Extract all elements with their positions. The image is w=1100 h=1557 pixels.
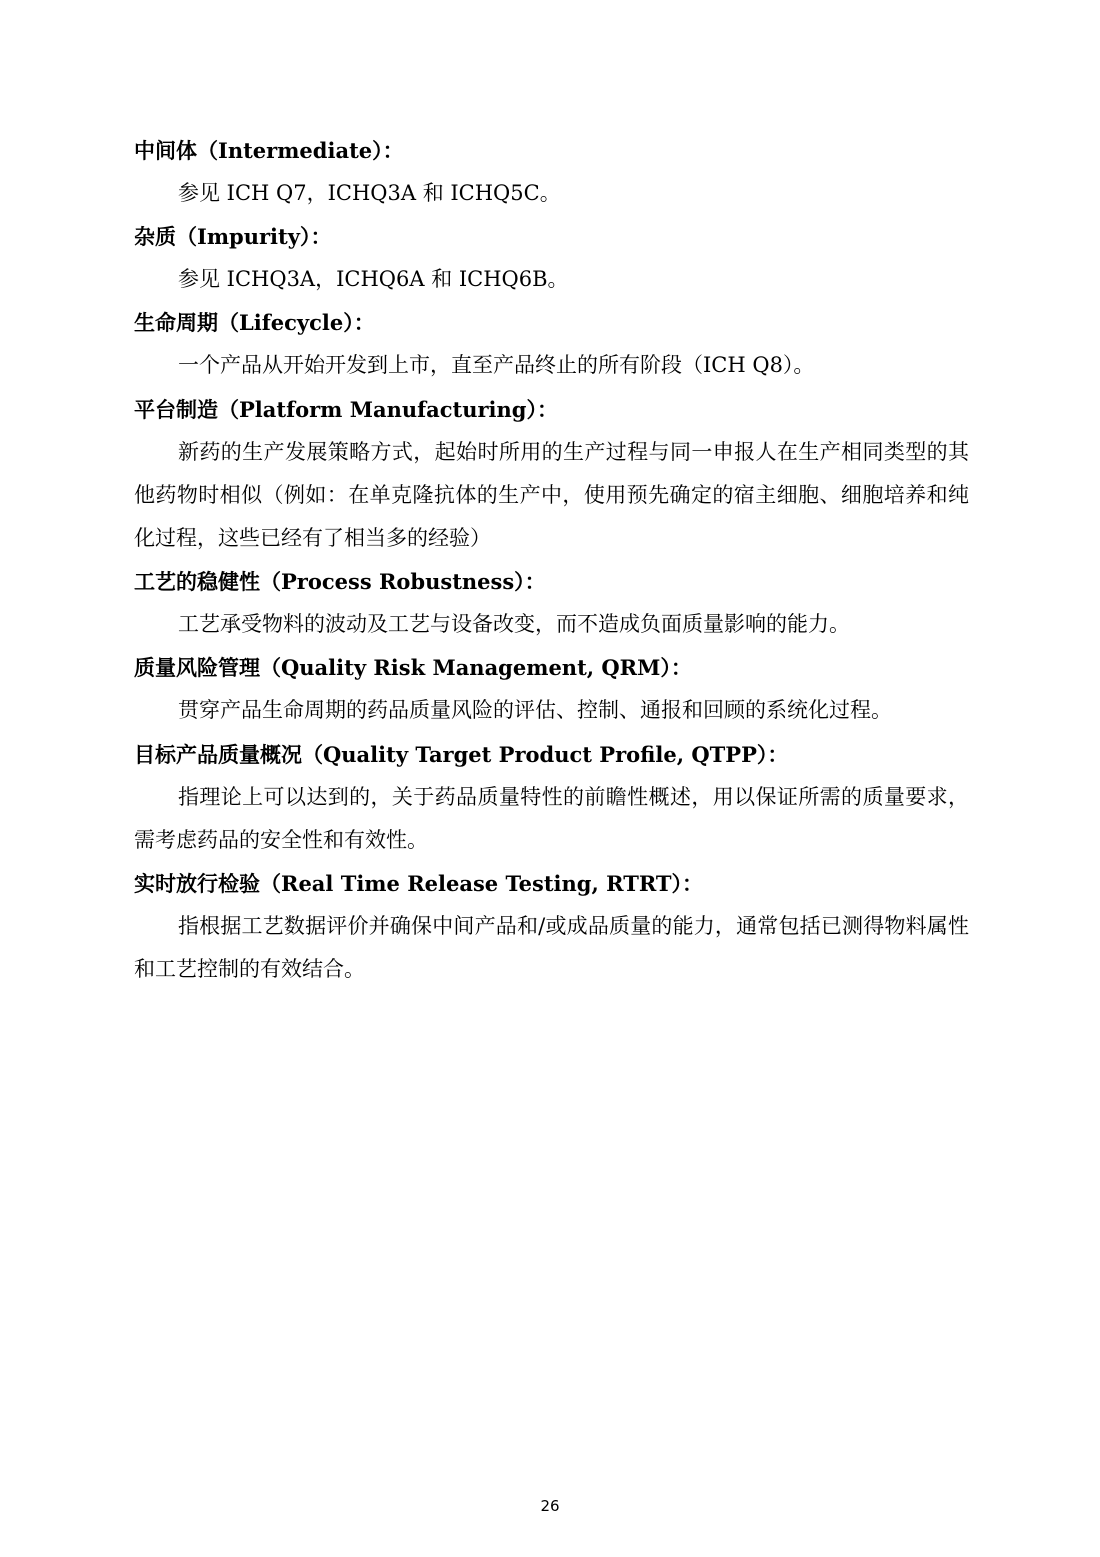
term-definition: 新药的生产发展策略方式，起始时所用的生产过程与同一申报人在生产相同类型的其他药物时相似（例如：在单克隆抗体的生产中，使用预先确定的宿主细胞、细胞培养和纯化过程，这些已经有了相当多的经验） [134, 439, 969, 551]
term-heading: 质量风险管理（Quality Risk Management, QRM）： [134, 655, 692, 681]
glossary-entry-rtrt [134, 862, 969, 991]
term-heading: 生命周期（Lifecycle）： [134, 310, 375, 336]
term-heading: 工艺的稳健性（Process Robustness）： [134, 569, 546, 595]
term-heading: 平台制造（Platform Manufacturing）： [134, 396, 558, 422]
glossary-content [134, 129, 969, 991]
term-definition: 指根据工艺数据评价并确保中间产品和/或成品质量的能力，通常包括已测得物料属性和工艺控制的有效结合。 [134, 914, 969, 982]
glossary-entry-qrm [134, 646, 969, 732]
term-definition: 工艺承受物料的波动及工艺与设备改变，而不造成负面质量影响的能力。 [178, 612, 850, 637]
glossary-entry-process-robustness [134, 560, 969, 646]
term-definition: 参见 ICHQ3A，ICHQ6A 和 ICHQ6B。 [178, 267, 569, 292]
term-definition: 贯穿产品生命周期的药品质量风险的评估、控制、通报和回顾的系统化过程。 [178, 698, 892, 723]
term-definition: 一个产品从开始开发到上市，直至产品终止的所有阶段（ICH Q8）。 [178, 353, 815, 378]
term-heading: 杂质（Impurity）： [134, 224, 332, 250]
term-heading: 实时放行检验（Real Time Release Testing, RTRT）： [134, 871, 704, 897]
glossary-entry-impurity [134, 215, 969, 301]
glossary-entry-lifecycle [134, 301, 969, 387]
page-number: 26 [540, 1497, 560, 1515]
term-heading: 中间体（Intermediate）： [134, 138, 404, 163]
glossary-entry-platform-manufacturing [134, 388, 969, 561]
term-definition: 参见 ICH Q7，ICHQ3A 和 ICHQ5C。 [178, 181, 561, 205]
glossary-entry-qtpp [134, 733, 969, 862]
term-heading: 目标产品质量概况（Quality Target Product Profile, QTPP）： [134, 741, 789, 767]
term-definition: 指理论上可以达到的，关于药品质量特性的前瞻性概述，用以保证所需的质量要求，需考虑药品的安全性和有效性。 [134, 784, 969, 852]
glossary-entry-intermediate [134, 129, 969, 215]
